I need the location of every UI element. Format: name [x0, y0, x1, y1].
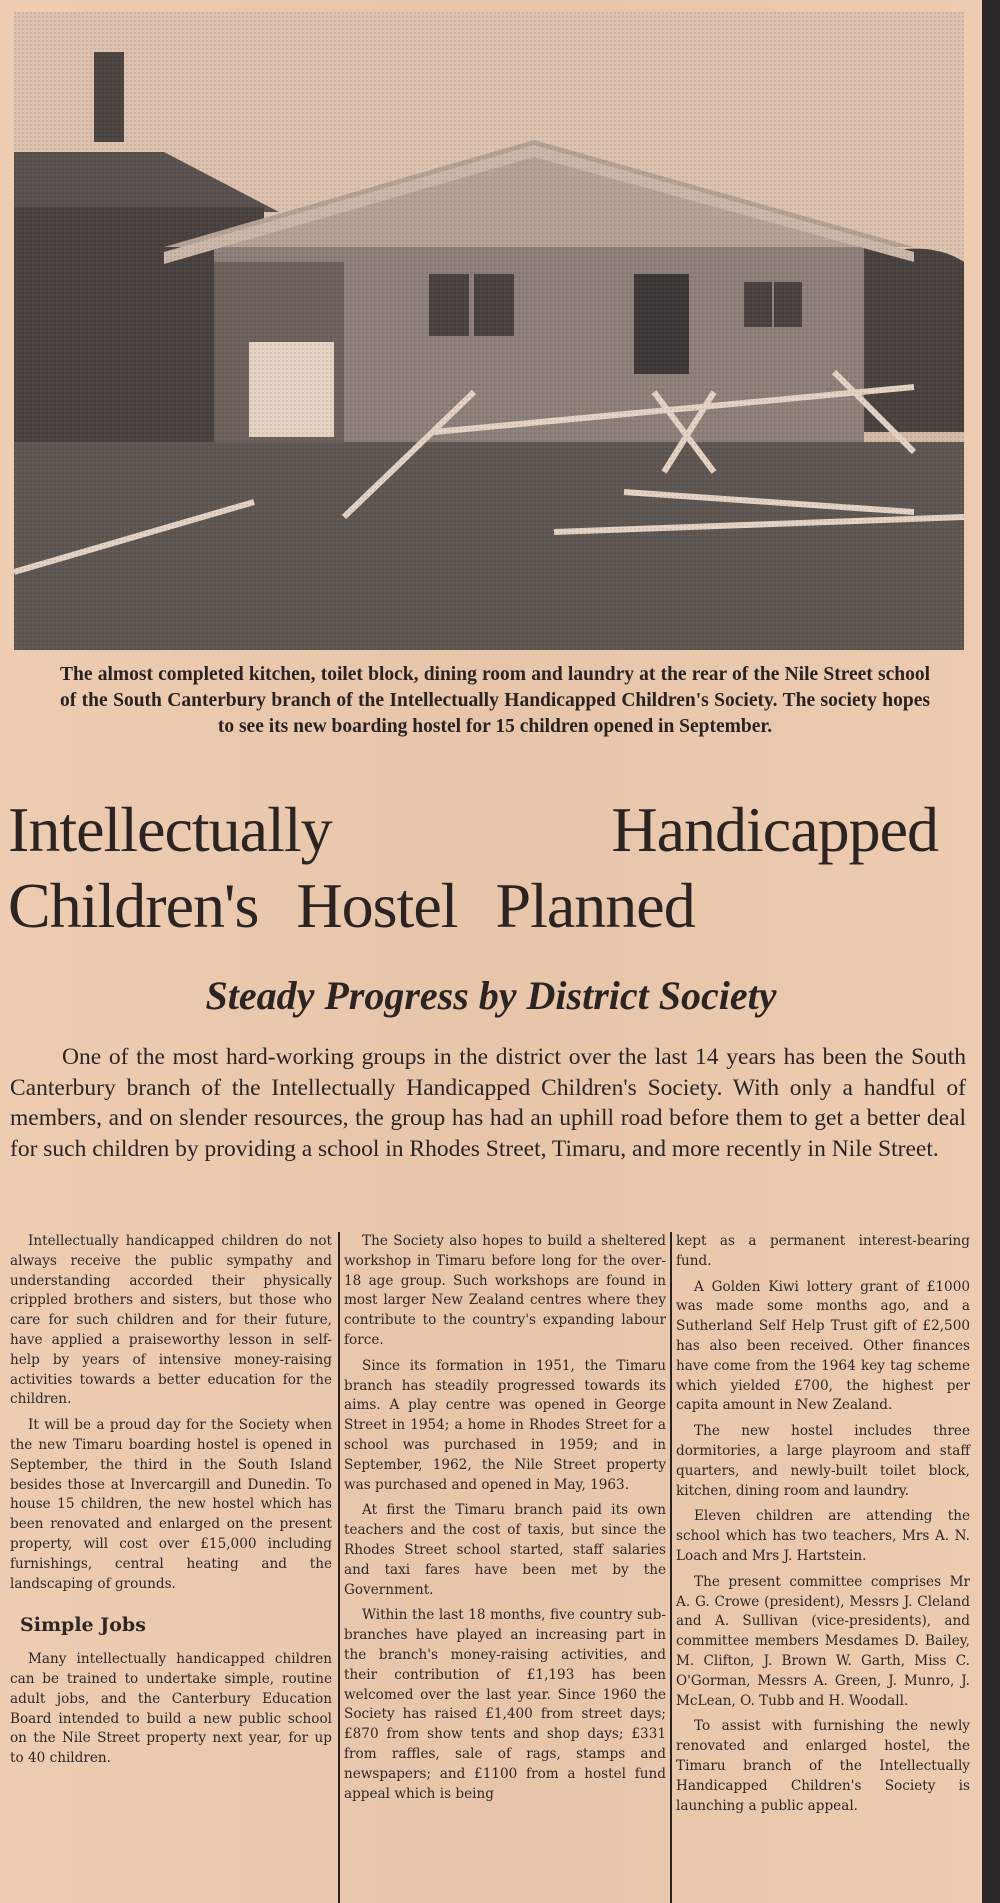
column-2	[344, 1232, 666, 1810]
headline-word: Hostel	[296, 870, 458, 941]
scan-background-edge	[982, 0, 1000, 1903]
paragraph: To assist with furnishing the newly renovated and enlarged hostel, the Timaru branch of the Intellectually Handicapped Children's Society is launching a public appeal.	[676, 1718, 970, 1814]
column-divider	[670, 1232, 672, 1903]
paragraph: The Society also hopes to build a sheltered workshop in Timaru before long for the over-18 age group. Such workshops are found in most larger New Zealand centres where they contribute to the country's expanding labour force.	[344, 1233, 666, 1348]
section-heading: Simple Jobs	[20, 1614, 146, 1637]
headline-word: Planned	[495, 870, 695, 941]
column-divider	[338, 1232, 340, 1903]
headline-word: Intellectually	[8, 794, 332, 865]
paragraph: The present committee comprises Mr A. G. Crowe (president), Messrs J. Cleland and A. Sullivan (vice-presidents), and committee members Mesdames D. Bailey, M. Clifton, J. Brown W. Garth, Miss C. O'Gorman, Messrs A. Green, J. Munro, J. McLean, O. Tubb and H. Woodall.	[676, 1573, 970, 1709]
column-1	[10, 1232, 332, 1775]
paragraph: Since its formation in 1951, the Timaru branch has steadily progressed towards its aims. A play centre was opened in George Street in 1954; a home in Rhodes Street for a school was purchased in 1959; and in September, 1962, the Nile Street property was purchased and opened in May, 1963.	[344, 1357, 666, 1493]
subheadline: Steady Progress by District Society	[205, 973, 777, 1018]
photo-caption: The almost completed kitchen, toilet block, dining room and laundry at the rear of the Nile Street school of the South Canterbury branch of the Intellectually Handicapped Children's Society. The society hopes to see its new boarding hostel for 15 children opened in September.	[60, 664, 930, 737]
paragraph: It will be a proud day for the Society when the new Timaru boarding hostel is opened in September, the third in the South Island besides those at Invercargill and Dunedin. To house 15 children, the new hostel which has been renovated and enlarged on the present property, will cost over £15,000 including furnishings, central heating and the landscaping of grounds.	[10, 1417, 332, 1592]
article-columns	[10, 1232, 972, 1903]
paragraph: A Golden Kiwi lottery grant of £1000 was made some months ago, and a Sutherland Self Help Trust gift of £2,500 has also been received. Other finances have come from the 1964 key tag scheme which yielded £700, the highest per capita amount in New Zealand.	[676, 1278, 970, 1414]
paragraph: At first the Timaru branch paid its own teachers and the cost of taxis, but since the Rhodes Street school started, staff salaries and taxi fares have been met by the Government.	[344, 1502, 666, 1598]
headline-word: Handicapped	[611, 794, 938, 865]
paragraph: Within the last 18 months, five country sub-branches have played an increasing part in the branch's money-raising activities, and their contribution of £1,193 has been welcomed over the last year. Since 1960 the Society has raised £1,400 from street days; £870 from show tents and shop days; £331 from raffles, sale of rags, stamps and newspapers; and £1100 from a hostel fund appeal which is being	[344, 1607, 666, 1802]
paragraph: Intellectually handicapped children do not always receive the public sympathy and understanding accorded their physically crippled brothers and sisters, but those who care for such children and for their future, have applied a praiseworthy lesson in self-help by years of intensive money-raising activities towards a better education for the children.	[10, 1233, 332, 1408]
paragraph: The new hostel includes three dormitories, a large playroom and staff quarters, and newly-built toilet block, kitchen, dining room and laundry.	[676, 1423, 970, 1499]
paragraph: kept as a permanent interest-bearing fund.	[676, 1233, 970, 1269]
column-3	[676, 1232, 970, 1822]
intro-paragraph	[10, 1042, 966, 1164]
paragraph: Eleven children are attending the school which has two teachers, Mrs A. N. Loach and Mrs J. Hartstein.	[676, 1508, 970, 1564]
article-photo	[14, 12, 964, 650]
headline	[8, 792, 968, 944]
photograph-icon	[14, 12, 964, 650]
paragraph: Many intellectually handicapped children can be trained to undertake simple, routine adult jobs, and the Canterbury Education Board intended to build a new public school on the Nile Street property next year, for up to 40 children.	[10, 1651, 332, 1767]
intro-text: One of the most hard-working groups in the district over the last 14 years has been the South Canterbury branch of the Intellectually Handicapped Children's Society. With only a handful of members, and on slender resources, the group has had an uphill road before them to get a better deal for such children by providing a school in Rhodes Street, Timaru, and more recently in Nile Street.	[10, 1044, 966, 1162]
headline-word: Children's	[8, 870, 259, 941]
